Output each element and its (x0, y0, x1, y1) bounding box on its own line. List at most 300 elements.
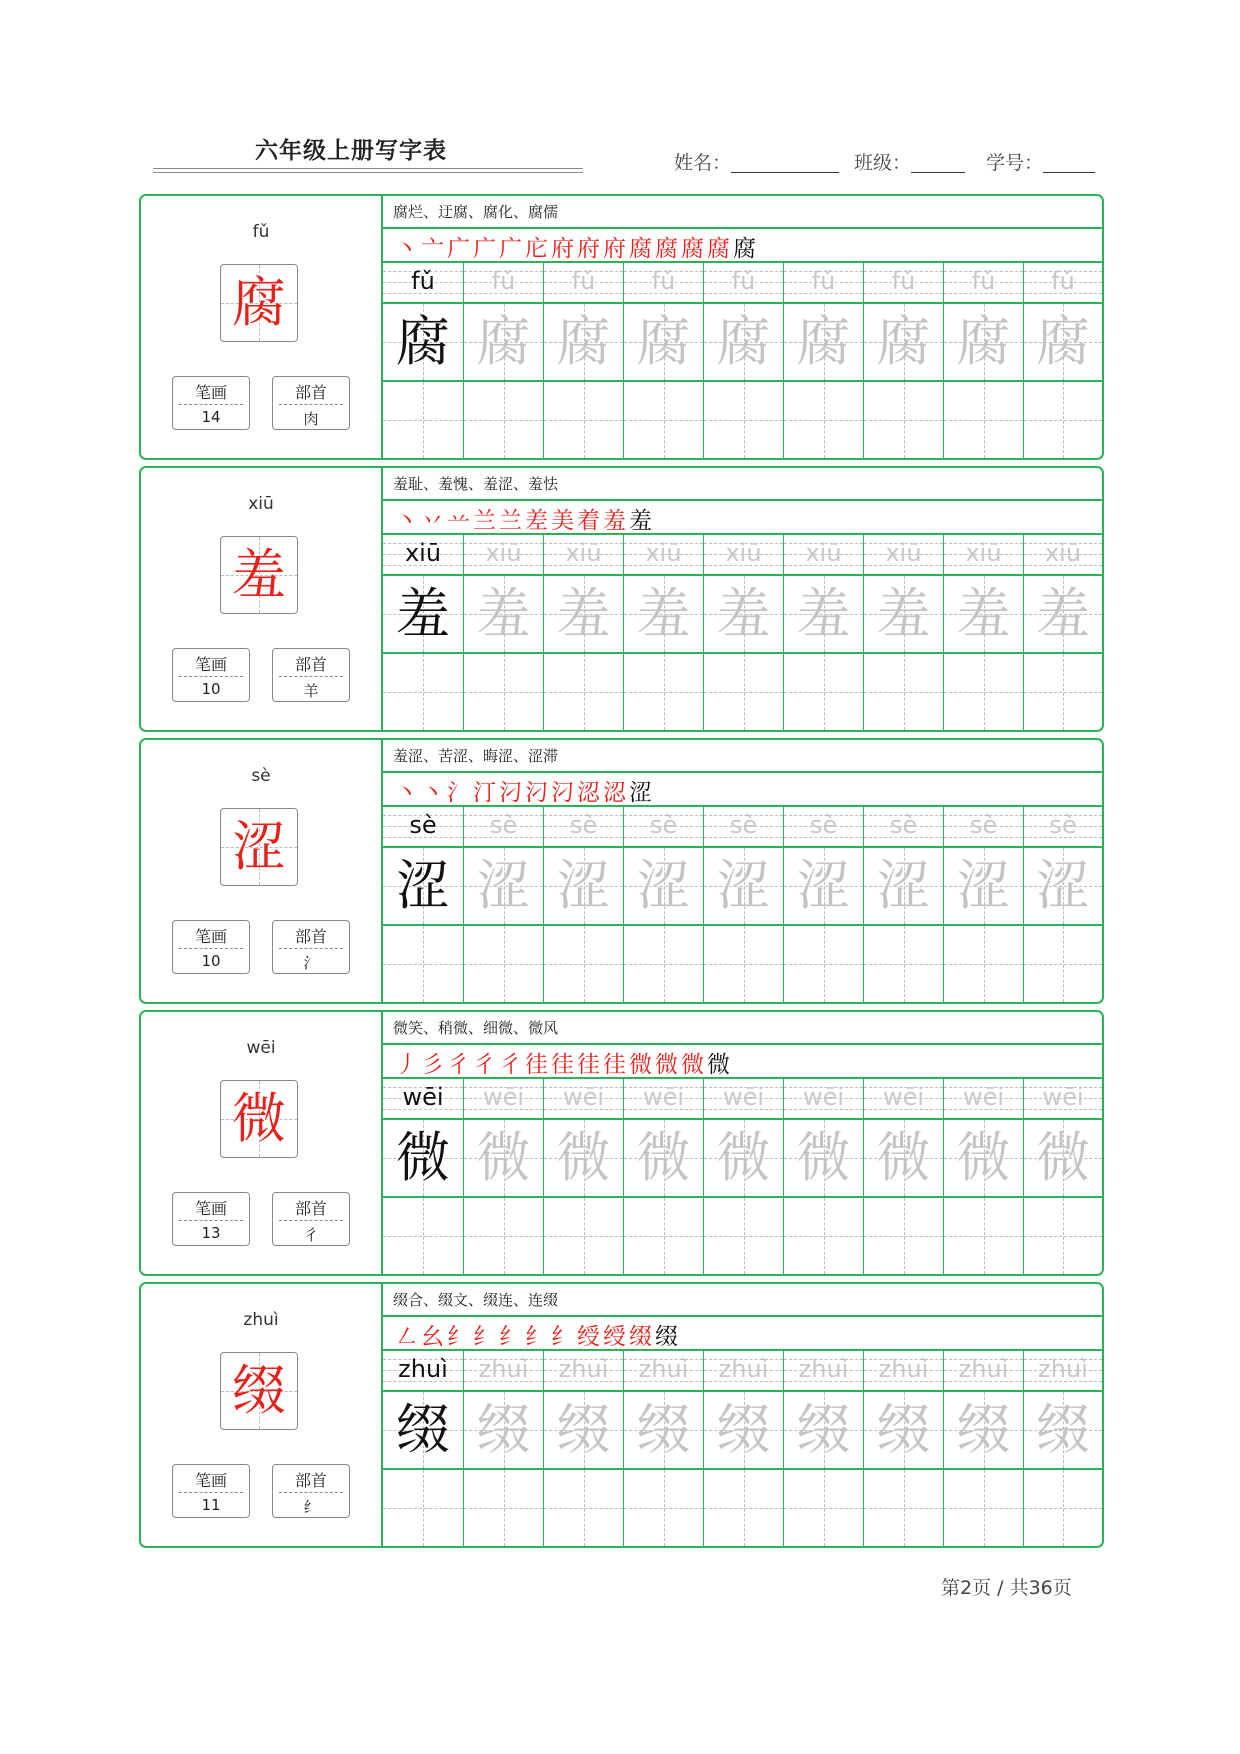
character-cell[interactable] (383, 848, 463, 924)
blank-cell[interactable] (383, 1198, 463, 1274)
blank-cell[interactable] (863, 382, 943, 458)
character-cell[interactable] (623, 848, 703, 924)
stroke-step: 广 (447, 236, 470, 262)
character-trace: 缀 (556, 1398, 611, 1461)
character-trace: 缀 (1036, 1398, 1090, 1461)
pinyin-cell[interactable] (543, 807, 623, 846)
name-label: 姓名： (674, 152, 732, 174)
character-cell[interactable] (1023, 576, 1102, 652)
radical-box (272, 1464, 350, 1518)
practice-grid (383, 196, 1102, 458)
pinyin-trace: sè (889, 811, 918, 839)
character-cell[interactable] (543, 304, 623, 380)
stroke-order-row (383, 1045, 1102, 1079)
stroke-step: 兰 (499, 508, 522, 534)
blank-cell[interactable] (863, 926, 943, 1002)
pinyin-trace: sè (809, 811, 838, 839)
student-id-label: 学号： (986, 152, 1044, 174)
stroke-count-label: 笔画 (194, 1471, 227, 1490)
pinyin-cell[interactable] (863, 263, 943, 302)
pinyin-cell[interactable] (1023, 1079, 1102, 1118)
pinyin-cell[interactable] (943, 1351, 1023, 1390)
pinyin-cell[interactable] (703, 1079, 783, 1118)
pinyin-trace: xiū (1044, 539, 1082, 567)
stroke-step: 䒑 (447, 508, 470, 534)
character-cell[interactable] (1023, 1392, 1102, 1468)
pinyin-trace: xiū (725, 539, 762, 567)
character-cell[interactable] (943, 1120, 1023, 1196)
character-trace: 微 (636, 1126, 691, 1189)
radical-value: 纟 (303, 1498, 319, 1516)
character-info-panel (141, 740, 383, 1002)
pinyin-cell[interactable] (463, 535, 543, 574)
pinyin-trace: fǔ (1051, 267, 1075, 295)
character-trace: 涩 (716, 854, 771, 917)
pinyin-cell[interactable] (463, 263, 543, 302)
character-cell[interactable] (783, 1392, 863, 1468)
pinyin-trace: sè (969, 811, 998, 839)
pinyin-cell[interactable] (623, 535, 703, 574)
pinyin-cell[interactable] (943, 535, 1023, 574)
page-number: 第2页 / 共36页 (941, 1577, 1072, 1599)
character-cell[interactable] (783, 1120, 863, 1196)
example-words: 腐烂、迂腐、腐化、腐儒 (393, 203, 559, 221)
stroke-step: 差 (525, 508, 548, 534)
character-trace: 腐 (476, 310, 531, 373)
pinyin-cell[interactable] (1023, 535, 1102, 574)
stroke-count-value: 14 (201, 408, 221, 426)
character-cell[interactable] (863, 848, 943, 924)
character-cell[interactable] (383, 304, 463, 380)
stroke-step: 汈 (499, 780, 522, 806)
blank-cell[interactable] (703, 926, 783, 1002)
radical-value: 氵 (303, 954, 319, 972)
blank-cell[interactable] (463, 926, 543, 1002)
blank-cell[interactable] (943, 654, 1023, 730)
stroke-step: 纟 (447, 1324, 470, 1350)
pinyin-cell[interactable] (1023, 263, 1102, 302)
character-trace: 微 (1036, 1126, 1090, 1189)
pinyin-trace: fǔ (651, 267, 676, 295)
pinyin-cell[interactable] (943, 263, 1023, 302)
pinyin-cell[interactable] (703, 535, 783, 574)
stroke-count-box (172, 1464, 250, 1518)
stroke-step: 丷 (421, 508, 444, 534)
blank-cell[interactable] (943, 1470, 1023, 1546)
blank-cell[interactable] (783, 654, 863, 730)
stroke-step: 徍 (577, 1052, 600, 1078)
pinyin-trace: sè (489, 811, 518, 839)
stroke-step: 府 (603, 236, 626, 262)
pinyin-cell[interactable] (703, 1351, 783, 1390)
character-cell[interactable] (623, 1120, 703, 1196)
character-model: 缀 (396, 1398, 450, 1461)
character-info-panel (141, 196, 383, 458)
stroke-step: 亠 (421, 236, 444, 262)
stroke-step: 丿 (395, 1052, 418, 1078)
stroke-step: ㇜ (395, 1324, 418, 1350)
character-cell[interactable] (543, 1120, 623, 1196)
character-practice-row (383, 1120, 1102, 1198)
stroke-step: 庀 (525, 236, 548, 262)
pinyin-cell[interactable] (863, 1351, 943, 1390)
character-card (139, 738, 1104, 1004)
example-words: 羞涩、苦涩、晦涩、涩滞 (393, 747, 559, 765)
character-display-box (220, 536, 298, 614)
pinyin-cell[interactable] (1023, 1351, 1102, 1390)
radical-label: 部首 (294, 927, 327, 946)
blank-cell[interactable] (383, 926, 463, 1002)
blank-cell[interactable] (1023, 1470, 1102, 1546)
character-cell[interactable] (863, 1120, 943, 1196)
pinyin-cell[interactable] (703, 807, 783, 846)
stroke-step: 纟 (473, 1324, 496, 1350)
blank-cell[interactable] (1023, 926, 1102, 1002)
blank-cell[interactable] (623, 382, 703, 458)
character-pinyin: xiū (248, 494, 274, 514)
example-words-row (383, 1012, 1102, 1045)
pinyin-cell[interactable] (863, 1079, 943, 1118)
example-words-row (383, 740, 1102, 773)
practice-grid (383, 1012, 1102, 1274)
pinyin-trace: wēi (562, 1083, 605, 1111)
name-blank[interactable] (731, 154, 839, 173)
blank-cell[interactable] (543, 382, 623, 458)
radical-box (272, 648, 350, 702)
pinyin-trace: fǔ (971, 267, 996, 295)
stroke-step: 彳 (473, 1052, 496, 1078)
pinyin-practice-row (383, 807, 1102, 848)
radical-box (272, 1192, 350, 1246)
pinyin-cell[interactable] (1023, 807, 1102, 846)
blank-cell[interactable] (463, 1470, 543, 1546)
stroke-step: 纟 (499, 1324, 522, 1350)
character-cell[interactable] (463, 848, 543, 924)
blank-cell[interactable] (463, 654, 543, 730)
pinyin-cell[interactable] (943, 1079, 1023, 1118)
pinyin-trace: wēi (482, 1083, 525, 1111)
pinyin-trace: sè (649, 811, 678, 839)
character-cell[interactable] (863, 304, 943, 380)
student-id-field (986, 148, 1095, 175)
character-cell[interactable] (463, 1120, 543, 1196)
blank-cell[interactable] (703, 1470, 783, 1546)
character-cell[interactable] (703, 304, 783, 380)
character-info-panel (141, 468, 383, 730)
character-trace: 羞 (1036, 582, 1090, 645)
blank-cell[interactable] (623, 1470, 703, 1546)
pinyin-cell[interactable] (623, 807, 703, 846)
character-pinyin: wēi (246, 1038, 276, 1058)
blank-cell[interactable] (1023, 654, 1102, 730)
pinyin-cell[interactable] (463, 1079, 543, 1118)
stroke-step: 微 (707, 1052, 730, 1078)
stroke-count-value: 10 (201, 680, 221, 698)
character-trace: 羞 (556, 582, 611, 645)
blank-cell[interactable] (783, 1198, 863, 1274)
pinyin-cell[interactable] (463, 807, 543, 846)
character-trace: 羞 (636, 582, 691, 645)
student-id-blank[interactable] (1043, 154, 1095, 173)
blank-cell[interactable] (543, 926, 623, 1002)
stroke-step: 腐 (655, 236, 678, 262)
pinyin-trace: zhuì (958, 1355, 1009, 1383)
pinyin-cell[interactable] (543, 535, 623, 574)
pinyin-model: wēi (402, 1083, 444, 1111)
character-cell[interactable] (623, 576, 703, 652)
blank-cell[interactable] (1023, 1198, 1102, 1274)
blank-cell[interactable] (703, 1198, 783, 1274)
character-display-box (220, 264, 298, 342)
blank-cell[interactable] (463, 1198, 543, 1274)
character-pinyin: fǔ (252, 222, 270, 242)
pinyin-cell[interactable] (783, 263, 863, 302)
blank-cell[interactable] (863, 1470, 943, 1546)
pinyin-cell[interactable] (383, 807, 463, 846)
blank-cell[interactable] (783, 1470, 863, 1546)
stroke-step: 腐 (629, 236, 652, 262)
blank-cell[interactable] (1023, 382, 1102, 458)
stroke-count-box (172, 648, 250, 702)
character-cell[interactable] (863, 576, 943, 652)
character-pinyin: sè (251, 766, 271, 786)
character-trace: 羞 (716, 582, 771, 645)
character-cell[interactable] (463, 1392, 543, 1468)
blank-cell[interactable] (623, 1198, 703, 1274)
character-trace: 缀 (796, 1398, 851, 1461)
pinyin-trace: fǔ (811, 267, 836, 295)
blank-cell[interactable] (623, 654, 703, 730)
pinyin-cell[interactable] (863, 535, 943, 574)
character-cell[interactable] (383, 1392, 463, 1468)
character-glyph: 腐 (232, 271, 286, 334)
character-trace: 腐 (556, 310, 611, 373)
character-card (139, 194, 1104, 460)
character-trace: 微 (476, 1126, 531, 1189)
character-trace: 微 (716, 1126, 771, 1189)
stroke-step: 徍 (603, 1052, 626, 1078)
stroke-count-value: 13 (201, 1224, 221, 1242)
character-cell[interactable] (623, 304, 703, 380)
stroke-count-box (172, 920, 250, 974)
stroke-step: 绶 (577, 1324, 600, 1350)
radical-label: 部首 (294, 1199, 327, 1218)
character-practice-row (383, 304, 1102, 382)
character-trace: 涩 (796, 854, 851, 917)
character-cell[interactable] (703, 1120, 783, 1196)
stroke-order-row (383, 229, 1102, 263)
character-trace: 腐 (796, 310, 851, 373)
character-cell[interactable] (943, 304, 1023, 380)
stroke-step: 丶 (395, 508, 418, 534)
pinyin-cell[interactable] (383, 1351, 463, 1390)
character-cell[interactable] (863, 1392, 943, 1468)
pinyin-trace: xiū (885, 539, 922, 567)
pinyin-cell[interactable] (783, 1351, 863, 1390)
pinyin-trace: fǔ (891, 267, 916, 295)
blank-cell[interactable] (463, 382, 543, 458)
character-model: 羞 (396, 582, 450, 645)
pinyin-trace: xiū (485, 539, 522, 567)
blank-cell[interactable] (383, 382, 463, 458)
radical-value: 彳 (303, 1226, 319, 1244)
example-words: 微笑、稍微、细微、微风 (393, 1019, 559, 1037)
blank-cell[interactable] (783, 382, 863, 458)
stroke-order-row (383, 773, 1102, 807)
stroke-step: 涊 (603, 780, 626, 806)
character-cell[interactable] (543, 848, 623, 924)
blank-cell[interactable] (943, 926, 1023, 1002)
character-cell[interactable] (463, 576, 543, 652)
blank-cell[interactable] (543, 654, 623, 730)
character-trace: 腐 (636, 310, 691, 373)
pinyin-trace: zhuì (478, 1355, 529, 1383)
pinyin-cell[interactable] (943, 807, 1023, 846)
pinyin-trace: zhuì (1038, 1355, 1088, 1383)
character-cell[interactable] (1023, 304, 1102, 380)
blank-cell[interactable] (383, 1470, 463, 1546)
stroke-step: 微 (655, 1052, 678, 1078)
character-trace: 缀 (636, 1398, 691, 1461)
stroke-count-value: 10 (201, 952, 221, 970)
character-cell[interactable] (703, 1392, 783, 1468)
pinyin-trace: wēi (642, 1083, 685, 1111)
pinyin-trace: wēi (802, 1083, 845, 1111)
stroke-count-box (172, 1192, 250, 1246)
radical-box (272, 376, 350, 430)
pinyin-trace: xiū (645, 539, 682, 567)
pinyin-trace: zhuì (638, 1355, 689, 1383)
pinyin-cell[interactable] (623, 263, 703, 302)
blank-cell[interactable] (703, 654, 783, 730)
stroke-step: 彳 (499, 1052, 522, 1078)
pinyin-trace: fǔ (491, 267, 516, 295)
character-cell[interactable] (783, 576, 863, 652)
blank-cell[interactable] (863, 1198, 943, 1274)
character-cell[interactable] (1023, 848, 1102, 924)
stroke-step: 缀 (629, 1324, 652, 1350)
character-cell[interactable] (543, 576, 623, 652)
character-trace: 微 (956, 1126, 1011, 1189)
stroke-step: 广 (499, 236, 522, 262)
pinyin-trace: zhuì (798, 1355, 849, 1383)
blank-cell[interactable] (383, 654, 463, 730)
stroke-order-row (383, 1317, 1102, 1351)
character-display-box (220, 1352, 298, 1430)
pinyin-cell[interactable] (783, 535, 863, 574)
character-trace: 羞 (956, 582, 1011, 645)
character-cell[interactable] (623, 1392, 703, 1468)
character-card (139, 1010, 1104, 1276)
radical-value: 肉 (303, 410, 319, 428)
pinyin-trace: wēi (1042, 1083, 1084, 1111)
pinyin-cell[interactable] (463, 1351, 543, 1390)
pinyin-cell[interactable] (783, 1079, 863, 1118)
blank-cell[interactable] (543, 1198, 623, 1274)
pinyin-cell[interactable] (783, 807, 863, 846)
character-info-panel (141, 1284, 383, 1546)
pinyin-practice-row (383, 535, 1102, 576)
pinyin-practice-row (383, 263, 1102, 304)
character-cell[interactable] (383, 576, 463, 652)
pinyin-cell[interactable] (383, 263, 463, 302)
character-trace: 涩 (636, 854, 691, 917)
character-cell[interactable] (943, 848, 1023, 924)
character-cell[interactable] (943, 576, 1023, 652)
pinyin-trace: zhuì (718, 1355, 769, 1383)
pinyin-trace: wēi (722, 1083, 765, 1111)
radical-box (272, 920, 350, 974)
pinyin-cell[interactable] (543, 1351, 623, 1390)
character-cell[interactable] (783, 848, 863, 924)
blank-cell[interactable] (623, 926, 703, 1002)
character-cell[interactable] (543, 1392, 623, 1468)
character-trace: 涩 (956, 854, 1011, 917)
stroke-step: 纟 (551, 1324, 574, 1350)
blank-cell[interactable] (783, 926, 863, 1002)
character-trace: 微 (876, 1126, 931, 1189)
stroke-step: 微 (681, 1052, 704, 1078)
stroke-step: 涊 (577, 780, 600, 806)
blank-cell[interactable] (943, 382, 1023, 458)
example-words: 羞耻、羞愧、羞涩、羞怯 (393, 475, 559, 493)
character-glyph: 涩 (232, 815, 286, 878)
pinyin-cell[interactable] (623, 1351, 703, 1390)
pinyin-cell[interactable] (863, 807, 943, 846)
stroke-step: 丶 (421, 780, 444, 806)
blank-cell[interactable] (703, 382, 783, 458)
stroke-step: 羞 (629, 508, 652, 534)
pinyin-trace: xiū (965, 539, 1002, 567)
blank-cell[interactable] (943, 1198, 1023, 1274)
blank-cell[interactable] (863, 654, 943, 730)
blank-practice-row (383, 926, 1102, 1002)
character-model: 腐 (396, 310, 450, 373)
stroke-count-label: 笔画 (194, 655, 227, 674)
pinyin-trace: zhuì (878, 1355, 929, 1383)
character-cell[interactable] (1023, 1120, 1102, 1196)
pinyin-cell[interactable] (703, 263, 783, 302)
pinyin-practice-row (383, 1351, 1102, 1392)
character-model: 涩 (396, 854, 450, 917)
stroke-step: 腐 (707, 236, 730, 262)
character-cell[interactable] (703, 576, 783, 652)
pinyin-cell[interactable] (543, 1079, 623, 1118)
character-cell[interactable] (463, 304, 543, 380)
character-practice-row (383, 848, 1102, 926)
character-model: 微 (396, 1126, 450, 1189)
pinyin-practice-row (383, 1079, 1102, 1120)
character-cell[interactable] (703, 848, 783, 924)
character-trace: 涩 (556, 854, 611, 917)
class-label: 班级： (854, 152, 912, 174)
stroke-step: 美 (551, 508, 574, 534)
pinyin-cell[interactable] (383, 535, 463, 574)
pinyin-cell[interactable] (383, 1079, 463, 1118)
character-cell[interactable] (383, 1120, 463, 1196)
character-cell[interactable] (943, 1392, 1023, 1468)
blank-cell[interactable] (543, 1470, 623, 1546)
character-trace: 腐 (716, 310, 771, 373)
stroke-step: 丶 (395, 780, 418, 806)
character-cell[interactable] (783, 304, 863, 380)
name-field (674, 148, 839, 175)
stroke-count-label: 笔画 (194, 927, 227, 946)
class-blank[interactable] (911, 154, 965, 173)
stroke-step: 彳 (447, 1052, 470, 1078)
pinyin-cell[interactable] (543, 263, 623, 302)
pinyin-cell[interactable] (623, 1079, 703, 1118)
